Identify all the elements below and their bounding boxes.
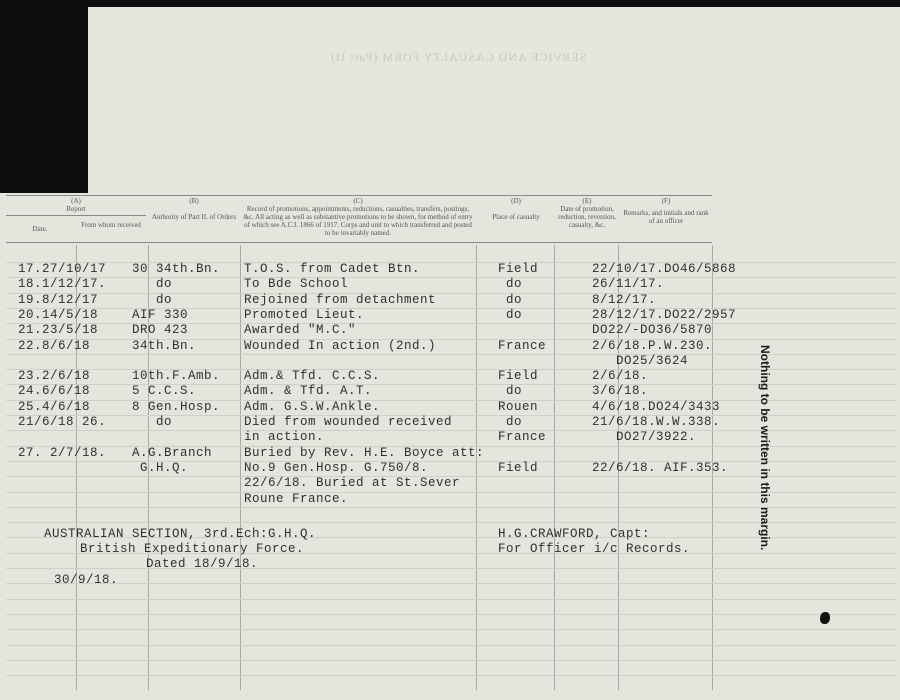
header-a-date: Date. (32, 225, 48, 233)
footer-date: 30/9/18. (54, 573, 119, 587)
header-top-rule (6, 195, 712, 196)
entry-col-c: T.O.S. from Cadet Btn. (244, 262, 421, 276)
header-a: (A) Report (66, 197, 86, 213)
header-c: (C) Record of promotions, appointments, reductions, casualties, transfers, postings, &c. All acting as well as substantive promotions to be shown, for method of entry of which see A.C.I. 1866 of 1917. Corps and unit to which transferred and posted to be invariably named. (243, 197, 473, 237)
entry-col-d: Field (498, 460, 539, 475)
entry-col-a: 21.23/5/18 (18, 323, 99, 338)
entry-col-b: 5 C.C.S. (132, 384, 197, 399)
entry-col-c: Rejoined from detachment (244, 292, 437, 307)
entry-col-c: Wounded In action (2nd.) (244, 338, 437, 353)
ruled-line (6, 645, 896, 646)
col-line-b (240, 245, 241, 690)
entry-col-c: Promoted Lieut. (244, 307, 365, 322)
back-sheet (88, 7, 900, 197)
entry-col-b: A.G.Branch (132, 445, 213, 460)
entry-col-d: Rouen (498, 399, 539, 414)
entry-col-b: do (132, 292, 173, 307)
entry-col-b: AIF 330 (132, 307, 189, 322)
ruled-line (6, 629, 896, 630)
entry-col-e: 2/6/18. (592, 369, 649, 384)
entry-col-a: 20.14/5/18 (18, 307, 99, 322)
signature-role: For Officer i/c Records. (498, 542, 691, 556)
entry-col-e: 21/6/18.W.W.338. (592, 415, 721, 429)
entry-col-a: 18.1/12/17. (18, 277, 107, 292)
entry-col-c: Buried by Rev. H.E. Boyce att: (244, 445, 485, 460)
entry-col-b: 8 Gen.Hosp. (132, 399, 221, 414)
entry-col-c: 22/6/18. Buried at St.Sever (244, 476, 461, 491)
entry-col-e: DO27/3922. (592, 430, 697, 445)
entry-col-c: Adm. & Tfd. A.T. (244, 384, 373, 399)
ruled-line (6, 675, 896, 676)
entry-col-b: G.H.Q. (132, 460, 189, 475)
entry-col-d: do (498, 415, 523, 429)
header-b: (B) Authority of Part II. of Orders (151, 197, 237, 221)
entry-col-c: Adm. G.S.W.Ankle. (244, 399, 381, 414)
entry-col-b: do (132, 277, 173, 292)
entry-col-c: Died from wounded received (244, 415, 453, 429)
footer-section: AUSTRALIAN SECTION, 3rd.Ech:G.H.Q. (44, 527, 317, 541)
entry-col-b: 34th.Bn. (132, 338, 197, 353)
entry-col-a: 19.8/12/17 (18, 292, 99, 307)
entry-col-b: 30 34th.Bn. (132, 262, 221, 276)
entry-col-b: 10th.F.Amb. (132, 369, 221, 384)
faint-form-title: SERVICE AND CASUALTY FORM (Part II) (330, 50, 587, 64)
col-line-c (476, 245, 477, 690)
entry-col-a: 27. 2/7/18. (18, 445, 107, 460)
header-e: (E) Date of promotion, reduction, reversion, casualty, &c. (558, 197, 616, 229)
entry-col-b: DRO 423 (132, 323, 189, 338)
header-f: (F) Remarks, and initials and rank of an officer (623, 197, 709, 225)
entry-col-b: do (132, 415, 173, 429)
entry-col-a: 23.2/6/18 (18, 369, 91, 384)
entry-col-e: DO22/-DO36/5870 (592, 323, 713, 338)
footer-dated: Dated 18/9/18. (146, 557, 259, 571)
entry-col-c: Roune France. (244, 491, 349, 506)
entry-col-e: DO25/3624 (592, 353, 689, 368)
entry-col-e: 8/12/17. (592, 292, 657, 307)
col-line-d (554, 245, 555, 690)
entry-col-d: France (498, 430, 547, 445)
entry-col-e: 22/6/18. AIF.353. (592, 460, 729, 475)
entry-col-c: Adm.& Tfd. C.C.S. (244, 369, 381, 384)
entry-col-a: 17.27/10/17 (18, 262, 107, 276)
table-header (6, 195, 712, 243)
entry-col-e: 26/11/17. (592, 277, 665, 292)
ink-blot (820, 612, 830, 624)
entry-col-c: To Bde School (244, 277, 349, 292)
entry-col-e: 3/6/18. (592, 384, 649, 399)
margin-note: Nothing to be written in this margin. (758, 345, 772, 551)
entry-col-d: do (498, 384, 523, 399)
entry-col-d: do (498, 307, 523, 322)
entry-col-c: No.9 Gen.Hosp. G.750/8. (244, 460, 429, 475)
entry-col-e: 4/6/18.DO24/3433 (592, 399, 721, 414)
entry-col-d: Field (498, 262, 539, 276)
entry-col-a: 22.8/6/18 (18, 338, 91, 353)
entry-col-d: do (498, 277, 523, 292)
ruled-line (6, 660, 896, 661)
footer-force: British Expeditionary Force. (80, 542, 305, 556)
entry-col-a: 24.6/6/18 (18, 384, 91, 399)
entry-col-a: 21/6/18 26. (18, 415, 107, 429)
entry-col-e: 2/6/18.P.W.230. (592, 338, 713, 353)
entry-col-e: 22/10/17.DO46/5868 (592, 262, 737, 276)
entry-col-d: France (498, 338, 547, 353)
header-a-from: From whom received (81, 221, 141, 229)
signature-name: H.G.CRAWFORD, Capt: (498, 527, 651, 541)
entry-col-c: Awarded "M.C." (244, 323, 357, 338)
entry-col-d: Field (498, 369, 539, 384)
header-d: (D) Place of casualty (492, 197, 540, 221)
entry-col-d: do (498, 292, 523, 307)
entry-col-c: in action. (244, 430, 325, 445)
entry-col-e: 28/12/17.DO22/2957 (592, 307, 737, 322)
entry-col-a: 25.4/6/18 (18, 399, 91, 414)
